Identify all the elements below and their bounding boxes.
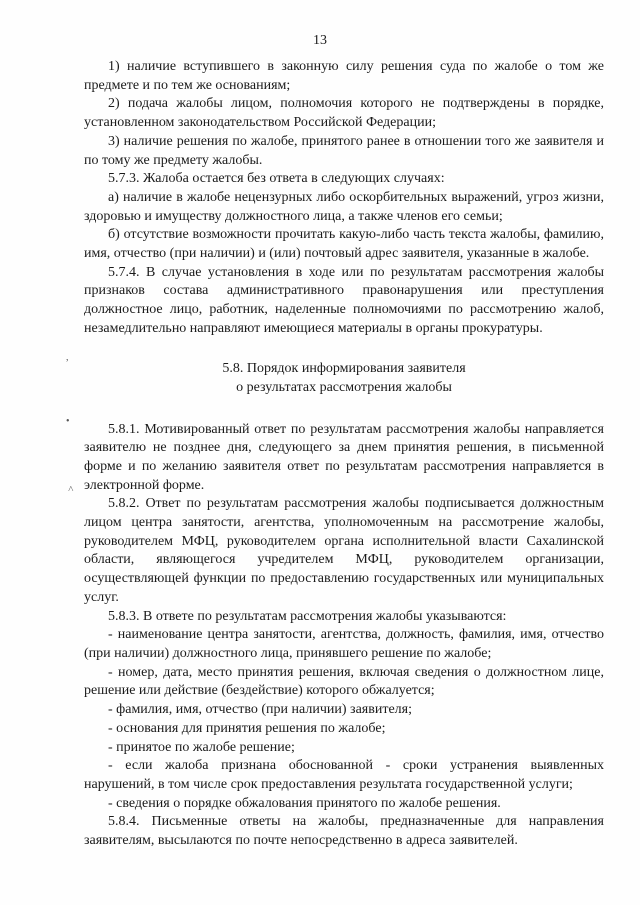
paragraph: 5.7.4. В случае установления в ходе или по результатам рассмотрения жалобы признаков состава административного правонарушения или преступления должностное лицо, работник, наделенные полномочиями по рассмотрению жалоб, незамедлительно направляют имеющиеся материалы в органы прокуратуры. bbox=[84, 264, 604, 336]
page-number: 13 bbox=[313, 33, 327, 48]
paragraph: 5.8.3. В ответе по результатам рассмотрения жалобы указываются: bbox=[108, 608, 507, 624]
list-item: - принятое по жалобе решение; bbox=[108, 739, 295, 755]
paragraph: 5.7.3. Жалоба остается без ответа в следующих случаях: bbox=[108, 171, 445, 187]
paragraph: 1) наличие вступившего в законную силу решения суда по жалобе о том же предмете и по тем же основаниям; bbox=[84, 59, 604, 93]
paragraph: б) отсутствие возможности прочитать какую-либо часть текста жалобы, фамилию, имя, отчество (при наличии) и (или) почтовый адрес заявителя, указанные в жалобе. bbox=[84, 227, 604, 262]
paragraph: а) наличие в жалобе нецензурных либо оскорбительных выражений, угроз жизни, здоровью и имуществу должностного лица, а также членов его семьи; bbox=[84, 189, 604, 224]
scan-artifact: • bbox=[66, 416, 70, 427]
list-item: - сведения о порядке обжалования принятого по жалобе решения. bbox=[108, 795, 501, 811]
document-body bbox=[84, 58, 604, 851]
list-item: - номер, дата, место принятия решения, включая сведения о должностном лице, решение или действие (бездействие) которого обжалуется; bbox=[84, 664, 604, 699]
section-heading-line: о результатах рассмотрения жалобы bbox=[236, 379, 452, 395]
paragraph: 5.8.1. Мотивированный ответ по результатам рассмотрения жалобы направляется заявителю не позднее дня, следующего за днем принятия решения, в письменной форме и по желанию заявителя ответ по результатам рассмотрения направляется в электронной форме. bbox=[84, 421, 604, 493]
list-item: - фамилия, имя, отчество (при наличии) заявителя; bbox=[108, 702, 412, 718]
section-heading bbox=[84, 359, 604, 397]
paragraph: 3) наличие решения по жалобе, принятого ранее в отношении того же заявителя и по тому же предмету жалобы. bbox=[84, 133, 604, 168]
list-item: - если жалоба признана обоснованной - сроки устранения выявленных нарушений, в том числе срок предоставления результата государственной услуги; bbox=[84, 758, 604, 792]
paragraph: 5.8.2. Ответ по результатам рассмотрения жалобы подписывается должностным лицом центра занятости, агентства, уполномоченным на рассмотрение жалобы, руководителем МФЦ, руководителем органа исполнительной власти Сахалинской области, являющегося учредителем МФЦ, руководителем организации, осуществляющей функции по предоставлению государственных или муниципальных услуг. bbox=[84, 496, 604, 605]
section-heading-line: 5.8. Порядок информирования заявителя bbox=[222, 360, 466, 376]
scan-artifact: , bbox=[66, 352, 69, 363]
list-item: - основания для принятия решения по жалобе; bbox=[108, 720, 386, 736]
paragraph: 5.8.4. Письменные ответы на жалобы, предназначенные для направления заявителям, высылаются по почте непосредственно в адреса заявителей. bbox=[84, 814, 604, 849]
scan-artifact: ˄ bbox=[68, 484, 74, 495]
paragraph: 2) подача жалобы лицом, полномочия которого не подтверждены в порядке, установленном законодательством Российской Федерации; bbox=[84, 96, 604, 131]
list-item: - наименование центра занятости, агентства, должность, фамилия, имя, отчество (при наличии) должностного лица, принявшего решение по жалобе; bbox=[84, 627, 604, 661]
